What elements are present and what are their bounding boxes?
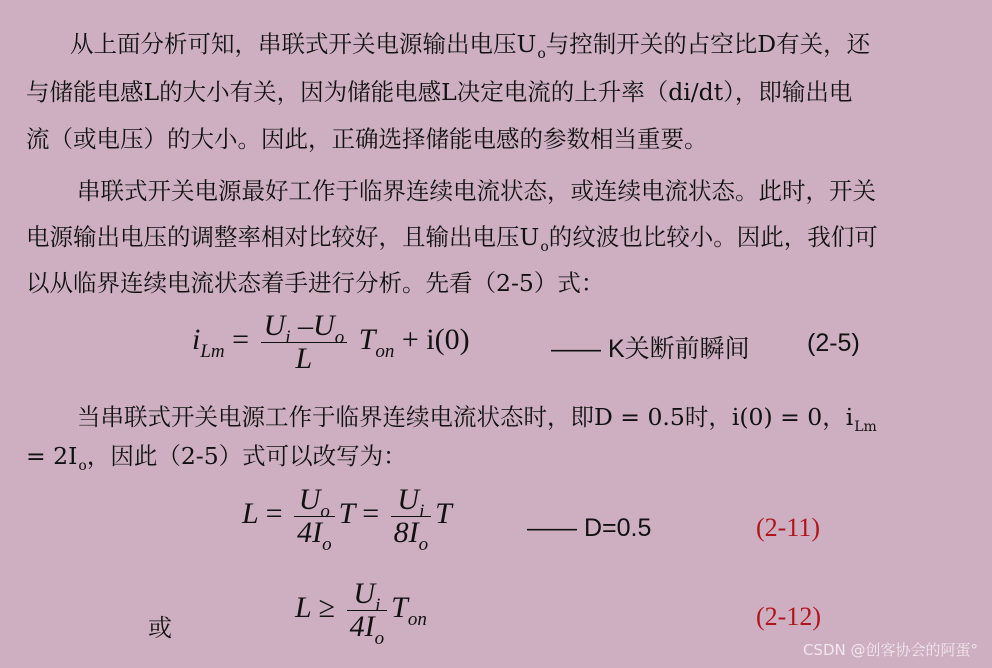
eq211-t1: T	[338, 496, 355, 530]
para2-line2-b: 的纹波也比较小。因此，我们可	[548, 223, 878, 251]
eq25-lhs: i	[192, 322, 201, 356]
para3-line2-b: ，因此（2-5）式可以改写为：	[86, 442, 407, 470]
eq211-note: —— D=0.5	[527, 514, 652, 542]
eq25-numerator: $U_i$ $-U_o$	[261, 310, 348, 343]
para1-line1	[70, 25, 871, 62]
or-label: 或	[148, 614, 172, 642]
para3-line2	[26, 437, 407, 474]
eq25-number: (2-5)	[807, 329, 860, 357]
eq211-t2: T	[435, 496, 452, 530]
eq211-f1-numerator: $U_o$	[294, 484, 335, 517]
eq25-lhs-sub: Lm	[200, 340, 225, 362]
eq211-fraction-2	[391, 483, 432, 555]
eq25-note: —— K关断前瞬间	[551, 335, 750, 363]
eq212-fraction	[347, 577, 388, 649]
para1-line1-a: 从上面分析可知，串联式开关电源输出电压U	[70, 30, 537, 58]
eq25-t: T	[358, 322, 376, 356]
para3-line2-sub: o	[78, 458, 87, 474]
para1-line2: 与储能电感L的大小有关，因为储能电感L决定电流的上升率（di/dt），即输出电	[26, 78, 853, 106]
eq211-fraction-1	[294, 483, 335, 555]
eq25-denominator: L	[295, 341, 313, 375]
equation-2-11	[242, 483, 452, 555]
para2-line2-a: 电源输出电压的调整率相对比较好，且输出电压U	[26, 223, 540, 251]
para3-line2-a: = 2I	[26, 442, 78, 470]
eq211-number: (2-11)	[756, 513, 821, 542]
para3-line1-a: 当串联式开关电源工作于临界连续电流状态时，即D = 0.5时，i(0) = 0，i	[77, 403, 854, 431]
eq212-lhs: L	[295, 590, 312, 624]
eq25-equals: =	[232, 322, 250, 356]
eq211-equals-2: =	[362, 496, 380, 530]
para1-line1-sub: o	[537, 46, 546, 62]
watermark: CSDN @创客协会的阿蛋°	[802, 641, 978, 659]
eq212-numerator: $U_i$	[347, 578, 388, 611]
eq211-lhs: L	[242, 496, 259, 530]
para3-line1-sub: Lm	[854, 419, 877, 435]
eq211-equals-1: =	[265, 496, 283, 530]
para2-line3: 以从临界连续电流状态着手进行分析。先看（2-5）式：	[26, 269, 605, 297]
para3-line1	[77, 398, 877, 435]
eq212-t: T	[391, 590, 408, 624]
para2-line2	[26, 218, 878, 255]
para2-line1: 串联式开关电源最好工作于临界连续电流状态，或连续电流状态。此时，开关	[77, 177, 876, 205]
eq25-fraction	[261, 310, 348, 374]
para2-line2-sub: o	[540, 239, 549, 255]
para1-line3: 流（或电压）的大小。因此，正确选择储能电感的参数相当重要。	[26, 125, 708, 153]
eq211-f1-denominator: $4I_o$	[297, 515, 332, 555]
eq212-denominator: $4I_o$	[349, 609, 385, 649]
equation-2-5	[192, 310, 470, 374]
para1-line1-b: 与控制开关的占空比D有关，还	[545, 30, 871, 58]
eq25-tail: + i(0)	[401, 322, 470, 356]
eq25-t-sub: on	[375, 340, 395, 362]
equation-2-12	[295, 577, 427, 649]
eq211-f2-numerator: $U_i$	[391, 484, 432, 517]
eq212-number: (2-12)	[756, 602, 821, 631]
eq212-ge: ≥	[318, 590, 336, 624]
eq212-t-sub: on	[407, 608, 427, 630]
eq211-f2-denominator: $8I_o$	[393, 515, 429, 555]
